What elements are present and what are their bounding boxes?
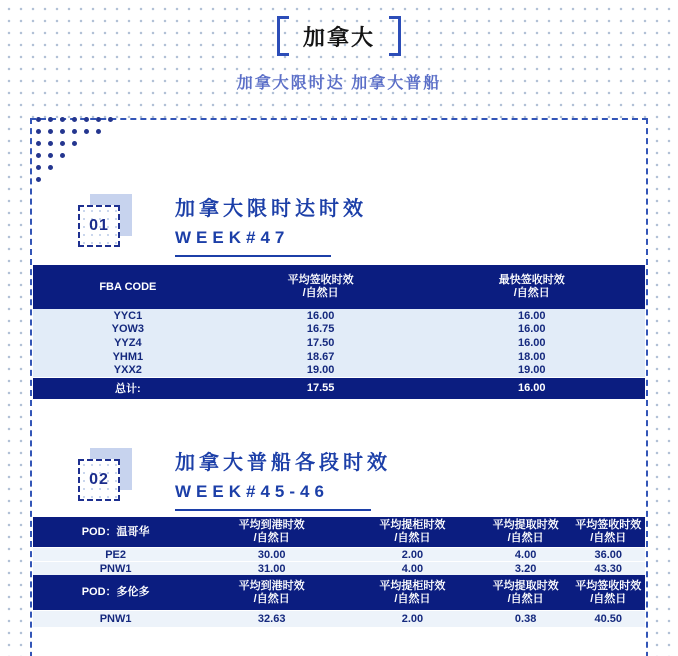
corner-dots-decoration — [36, 117, 113, 182]
cell: 16.00 — [518, 323, 546, 336]
cell: 18.67 — [306, 350, 335, 363]
cell: 30.00 — [257, 548, 286, 561]
section-2-title: 加拿大普船各段时效 — [175, 452, 391, 474]
section-2-title-block — [175, 446, 391, 511]
content-box — [30, 118, 648, 656]
section-1-title: 加拿大限时达时效 — [175, 198, 367, 220]
column-header: 平均签收时效 /自然日 — [575, 519, 642, 544]
table-row — [33, 611, 645, 627]
cell: 16.00 — [518, 309, 546, 322]
cell: 19.00 — [306, 364, 335, 377]
total-label: 总计: — [115, 383, 141, 396]
page-subtitle: 加拿大限时达 加拿大普船 — [236, 75, 442, 92]
cell: PNW1 — [99, 613, 132, 625]
cell: 19.00 — [518, 364, 546, 377]
table-row — [33, 548, 645, 561]
total-value: 17.55 — [306, 382, 335, 395]
bracket-left-icon — [277, 16, 289, 56]
column-header: 平均签收时效 /自然日 — [575, 579, 642, 605]
column-header: 平均提取时效 /自然日 — [492, 519, 559, 544]
section-2-badge — [78, 448, 134, 502]
column-header: POD：温哥华 — [81, 525, 150, 538]
column-header: 平均提柜时效 /自然日 — [379, 519, 446, 544]
cell: YXX2 — [113, 364, 142, 377]
table-row — [33, 323, 645, 337]
table-header-row — [33, 517, 645, 547]
cell: 4.00 — [514, 548, 537, 561]
page-title-block — [0, 16, 678, 56]
cell: 2.00 — [401, 548, 424, 561]
column-header: 平均到港时效 /自然日 — [238, 519, 305, 544]
cell: 16.00 — [518, 336, 546, 349]
column-header: FBA CODE — [99, 280, 157, 293]
table-pod-vancouver — [33, 517, 645, 575]
badge-number: 02 — [78, 459, 120, 501]
cell: 16.00 — [306, 309, 335, 322]
table-row — [33, 363, 645, 377]
cell: YHM1 — [112, 350, 144, 363]
column-header: 平均签收时效 /自然日 — [287, 274, 354, 299]
cell: 3.20 — [514, 562, 537, 575]
section-1-badge — [78, 194, 134, 248]
total-value: 16.00 — [518, 382, 546, 395]
badge-number: 01 — [78, 205, 120, 247]
column-header: 最快签收时效 /自然日 — [498, 274, 565, 299]
table-total-row — [33, 378, 645, 399]
cell: PNW1 — [99, 562, 132, 575]
column-header: 平均提柜时效 /自然日 — [379, 579, 446, 605]
table-limited-delivery — [33, 265, 645, 399]
cell: 31.00 — [257, 562, 286, 575]
cell: 40.50 — [594, 613, 623, 625]
table-row — [33, 562, 645, 575]
cell: 17.50 — [306, 336, 335, 349]
cell: 0.38 — [514, 613, 537, 625]
section-1-week: WEEK#47 — [175, 228, 331, 257]
cell: 43.30 — [594, 562, 623, 575]
cell: YYZ4 — [114, 336, 142, 349]
section-1-title-block — [175, 192, 367, 257]
cell: 36.00 — [594, 548, 623, 561]
section-2-week: WEEK#45-46 — [175, 482, 371, 511]
table-row — [33, 350, 645, 364]
table-pod-toronto — [33, 575, 645, 627]
table-header-row — [33, 265, 645, 309]
cell: PE2 — [105, 548, 127, 561]
table-row — [33, 309, 645, 323]
column-header: 平均提取时效 /自然日 — [492, 579, 559, 605]
page-title: 加拿大 — [302, 24, 375, 50]
cell: 18.00 — [518, 350, 546, 363]
cell: 16.75 — [306, 323, 335, 336]
column-header: 平均到港时效 /自然日 — [238, 579, 305, 605]
cell: YYC1 — [113, 309, 143, 322]
cell: 2.00 — [401, 613, 424, 625]
cell: 32.63 — [257, 613, 286, 625]
table-row — [33, 336, 645, 350]
column-header: POD：多伦多 — [81, 586, 150, 598]
table-header-row — [33, 575, 645, 610]
cell: YOW3 — [111, 323, 145, 336]
bracket-right-icon — [389, 16, 401, 56]
cell: 4.00 — [401, 562, 424, 575]
